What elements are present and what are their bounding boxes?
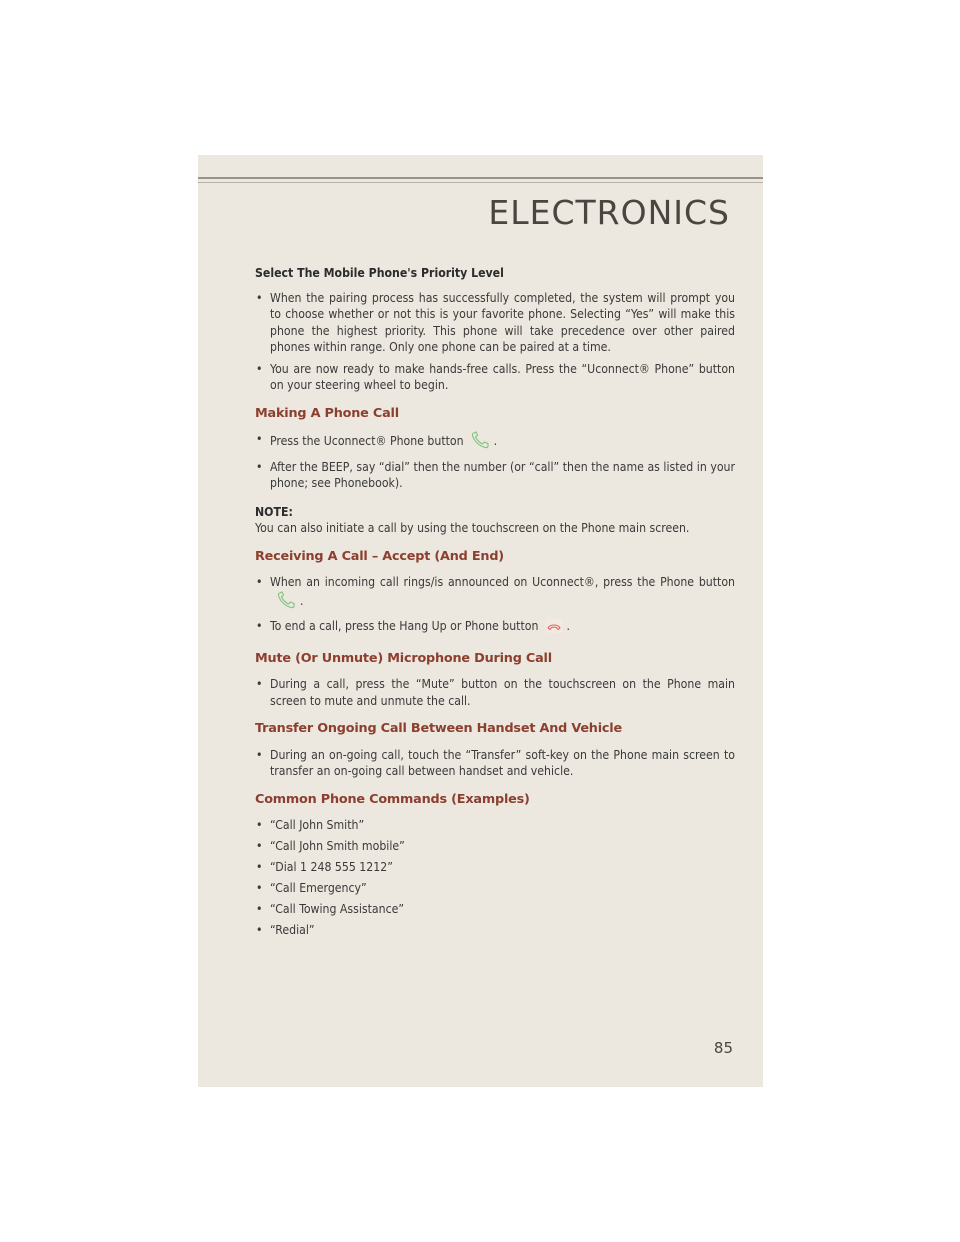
list-item: • During a call, press the “Mute” button on the touchscreen on the Phone main screen to mute and unmute the call. <box>255 676 735 709</box>
list-item-text: Press the Uconnect® Phone button <box>270 434 464 448</box>
phone-icon <box>470 431 492 454</box>
header-rule <box>198 177 763 179</box>
list-item: • After the BEEP, say “dial” then the number (or “call” then the name as listed in your phone; see Phonebook). <box>255 459 735 492</box>
list-item: • “Call John Smith mobile” <box>255 838 735 855</box>
list-item <box>255 574 735 613</box>
receiving-call-list <box>255 574 735 639</box>
priority-list <box>255 290 735 394</box>
list-item: • During an on-going call, touch the “Transfer” soft-key on the Phone main screen to transfer an on-going call between handset and vehicle. <box>255 747 735 780</box>
page-number: 85 <box>713 1039 733 1057</box>
receiving-call-heading: Receiving A Call – Accept (And End) <box>255 548 504 564</box>
mute-list <box>255 676 735 709</box>
list-item-end: . <box>566 619 570 633</box>
list-item: • “Dial 1 248 555 1212” <box>255 859 735 876</box>
commands-heading: Common Phone Commands (Examples) <box>255 791 530 807</box>
note-text: You can also initiate a call by using the touchscreen on the Phone main screen. <box>255 521 690 535</box>
list-item-end: . <box>493 434 498 448</box>
list-item: • “Call Emergency” <box>255 880 735 897</box>
list-item: • “Call Towing Assistance” <box>255 901 735 918</box>
making-call-list <box>255 431 735 492</box>
transfer-list <box>255 747 735 780</box>
commands-list <box>255 817 735 939</box>
phone-icon <box>276 591 298 614</box>
list-item-text: When an incoming call rings/is announced on Uconnect®, press the Phone button <box>270 575 735 589</box>
list-item: • “Call John Smith” <box>255 817 735 834</box>
mute-heading: Mute (Or Unmute) Microphone During Call <box>255 650 552 666</box>
section-title: ELECTRONICS <box>488 193 730 232</box>
list-item <box>255 431 735 454</box>
manual-page <box>198 155 763 1087</box>
header-rule-thin <box>198 182 763 183</box>
list-item: • “Redial” <box>255 922 735 939</box>
hang-up-icon <box>544 618 564 639</box>
list-item <box>255 618 735 639</box>
note-label: NOTE: <box>255 504 293 519</box>
list-item: • When the pairing process has successfully completed, the system will prompt you to choose whether or not this is your favorite phone. Selecting “Yes” will make this phone the highest priority. This phone will take precedence over other paired phones within range. Only one phone can be paired at a time. <box>255 290 735 356</box>
page-content <box>255 265 735 944</box>
list-item: • You are now ready to make hands-free calls. Press the “Uconnect® Phone” button on your steering wheel to begin. <box>255 361 735 394</box>
list-item-text: To end a call, press the Hang Up or Phone button <box>270 619 539 633</box>
priority-heading: Select The Mobile Phone's Priority Level <box>255 266 504 280</box>
transfer-heading: Transfer Ongoing Call Between Handset And Vehicle <box>255 721 622 736</box>
making-call-heading: Making A Phone Call <box>255 405 399 421</box>
list-item-end: . <box>300 593 304 608</box>
